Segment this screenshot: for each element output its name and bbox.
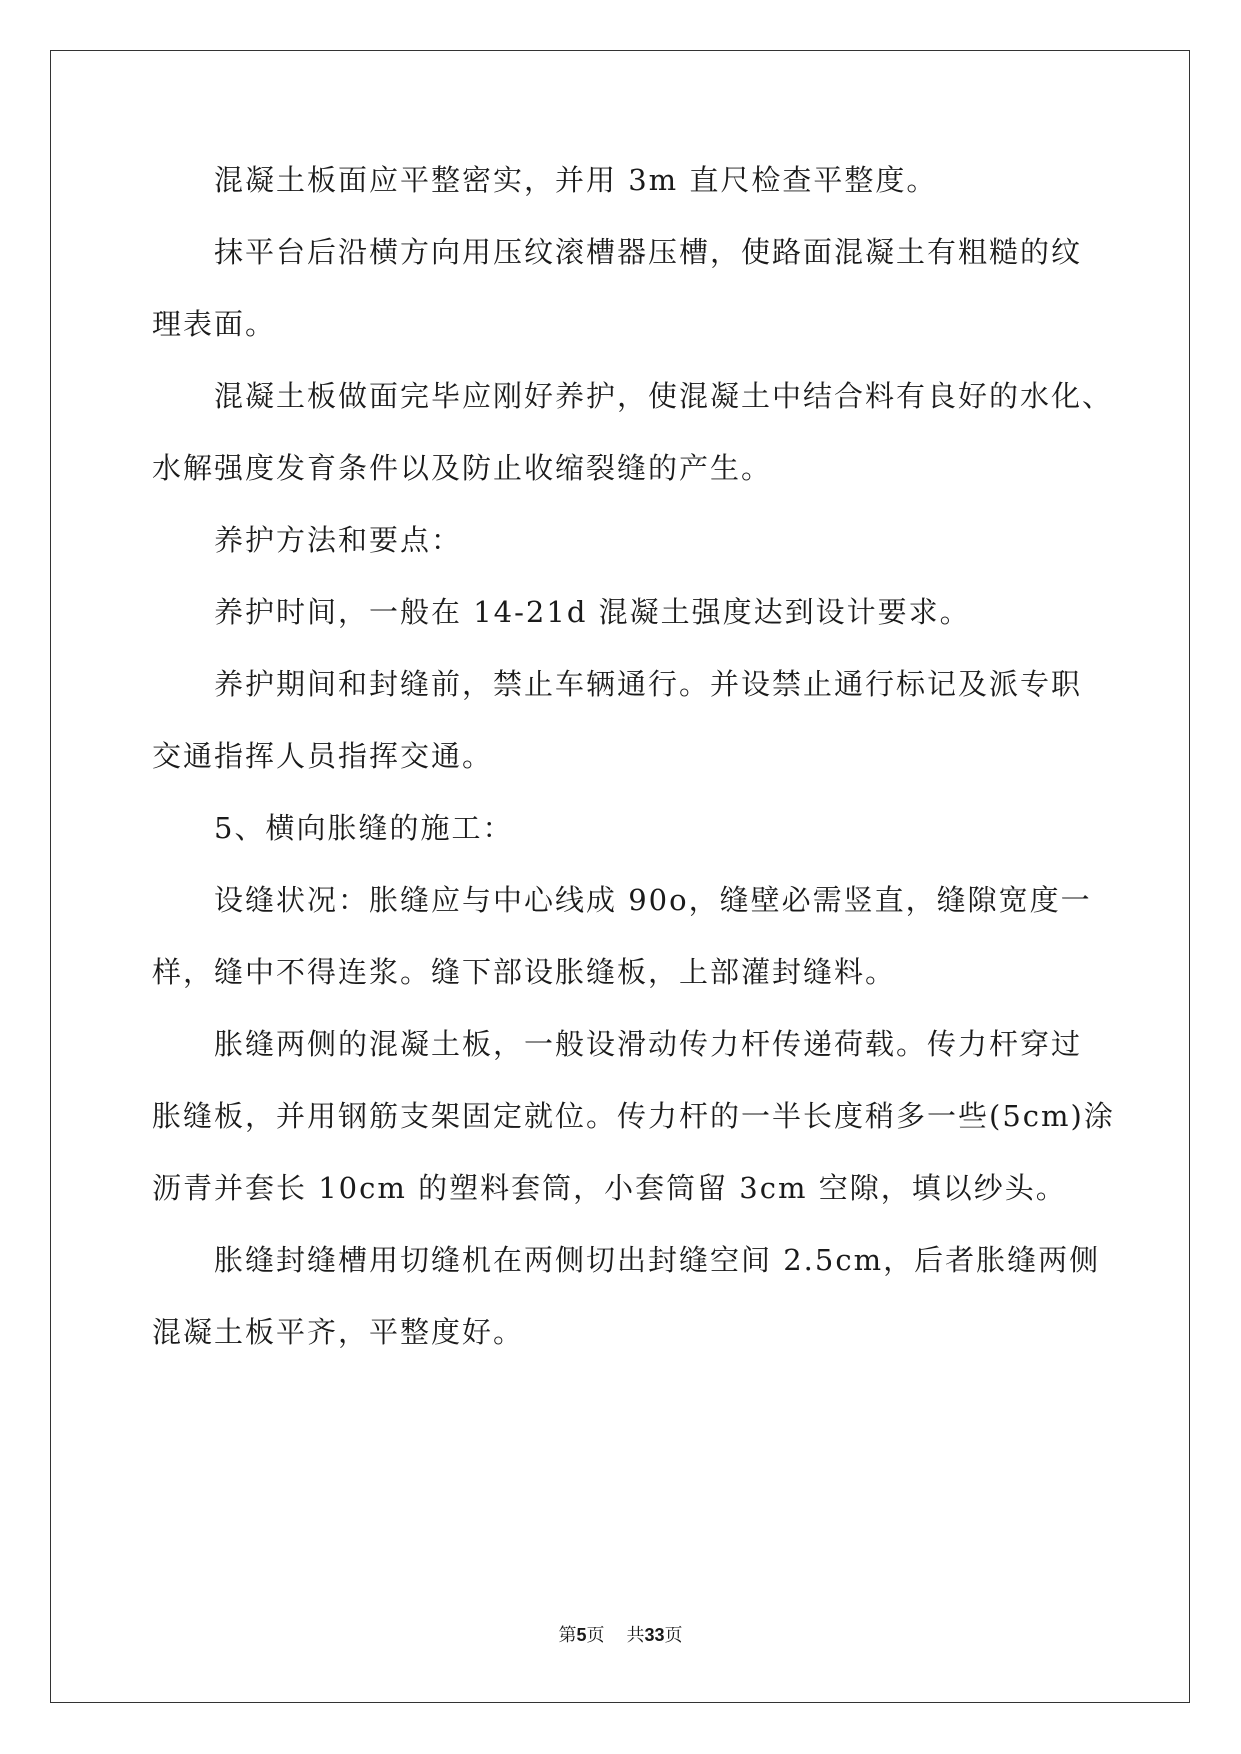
text-line: 混凝土板做面完毕应刚好养护，使混凝土中结合料有良好的水化、 <box>214 379 1114 413</box>
footer-page-suffix: 页 <box>586 1625 605 1645</box>
text-line: 水解强度发育条件以及防止收缩裂缝的产生。 <box>152 451 773 485</box>
footer-prefix: 第 <box>558 1625 577 1645</box>
total-pages: 33 <box>644 1625 665 1645</box>
text-line: 混凝土板平齐，平整度好。 <box>152 1315 525 1349</box>
text-line: 理表面。 <box>152 307 277 341</box>
text-line: 交通指挥人员指挥交通。 <box>152 739 494 773</box>
text-line: 设缝状况：胀缝应与中心线成 90o，缝壁必需竖直，缝隙宽度一 <box>214 883 1092 917</box>
footer-total-suffix: 页 <box>664 1625 683 1645</box>
text-line: 养护期间和封缝前，禁止车辆通行。并设禁止通行标记及派专职 <box>214 667 1083 701</box>
text-line: 沥青并套长 10cm 的塑料套筒，小套筒留 3cm 空隙，填以纱头。 <box>152 1171 1067 1205</box>
footer-total-prefix: 共 <box>626 1625 645 1645</box>
text-line: 抹平台后沿横方向用压纹滚槽器压槽，使路面混凝土有粗糙的纹 <box>214 235 1083 269</box>
page-footer <box>0 1621 1241 1647</box>
text-line: 胀缝两侧的混凝土板，一般设滑动传力杆传递荷载。传力杆穿过 <box>214 1027 1083 1061</box>
page-number: 5 <box>576 1625 587 1645</box>
text-line: 混凝土板面应平整密实，并用 3m 直尺检查平整度。 <box>214 163 938 197</box>
text-line: 养护时间，一般在 14-21d 混凝土强度达到设计要求。 <box>214 595 971 629</box>
text-line: 养护方法和要点： <box>214 523 463 557</box>
text-line: 5、横向胀缝的施工： <box>214 811 514 845</box>
text-line: 胀缝封缝槽用切缝机在两侧切出封缝空间 2.5cm，后者胀缝两侧 <box>214 1243 1101 1277</box>
text-line: 胀缝板，并用钢筋支架固定就位。传力杆的一半长度稍多一些(5cm)涂 <box>152 1099 1115 1133</box>
text-line: 样，缝中不得连浆。缝下部设胀缝板，上部灌封缝料。 <box>152 955 897 989</box>
page-border <box>50 50 1190 1703</box>
